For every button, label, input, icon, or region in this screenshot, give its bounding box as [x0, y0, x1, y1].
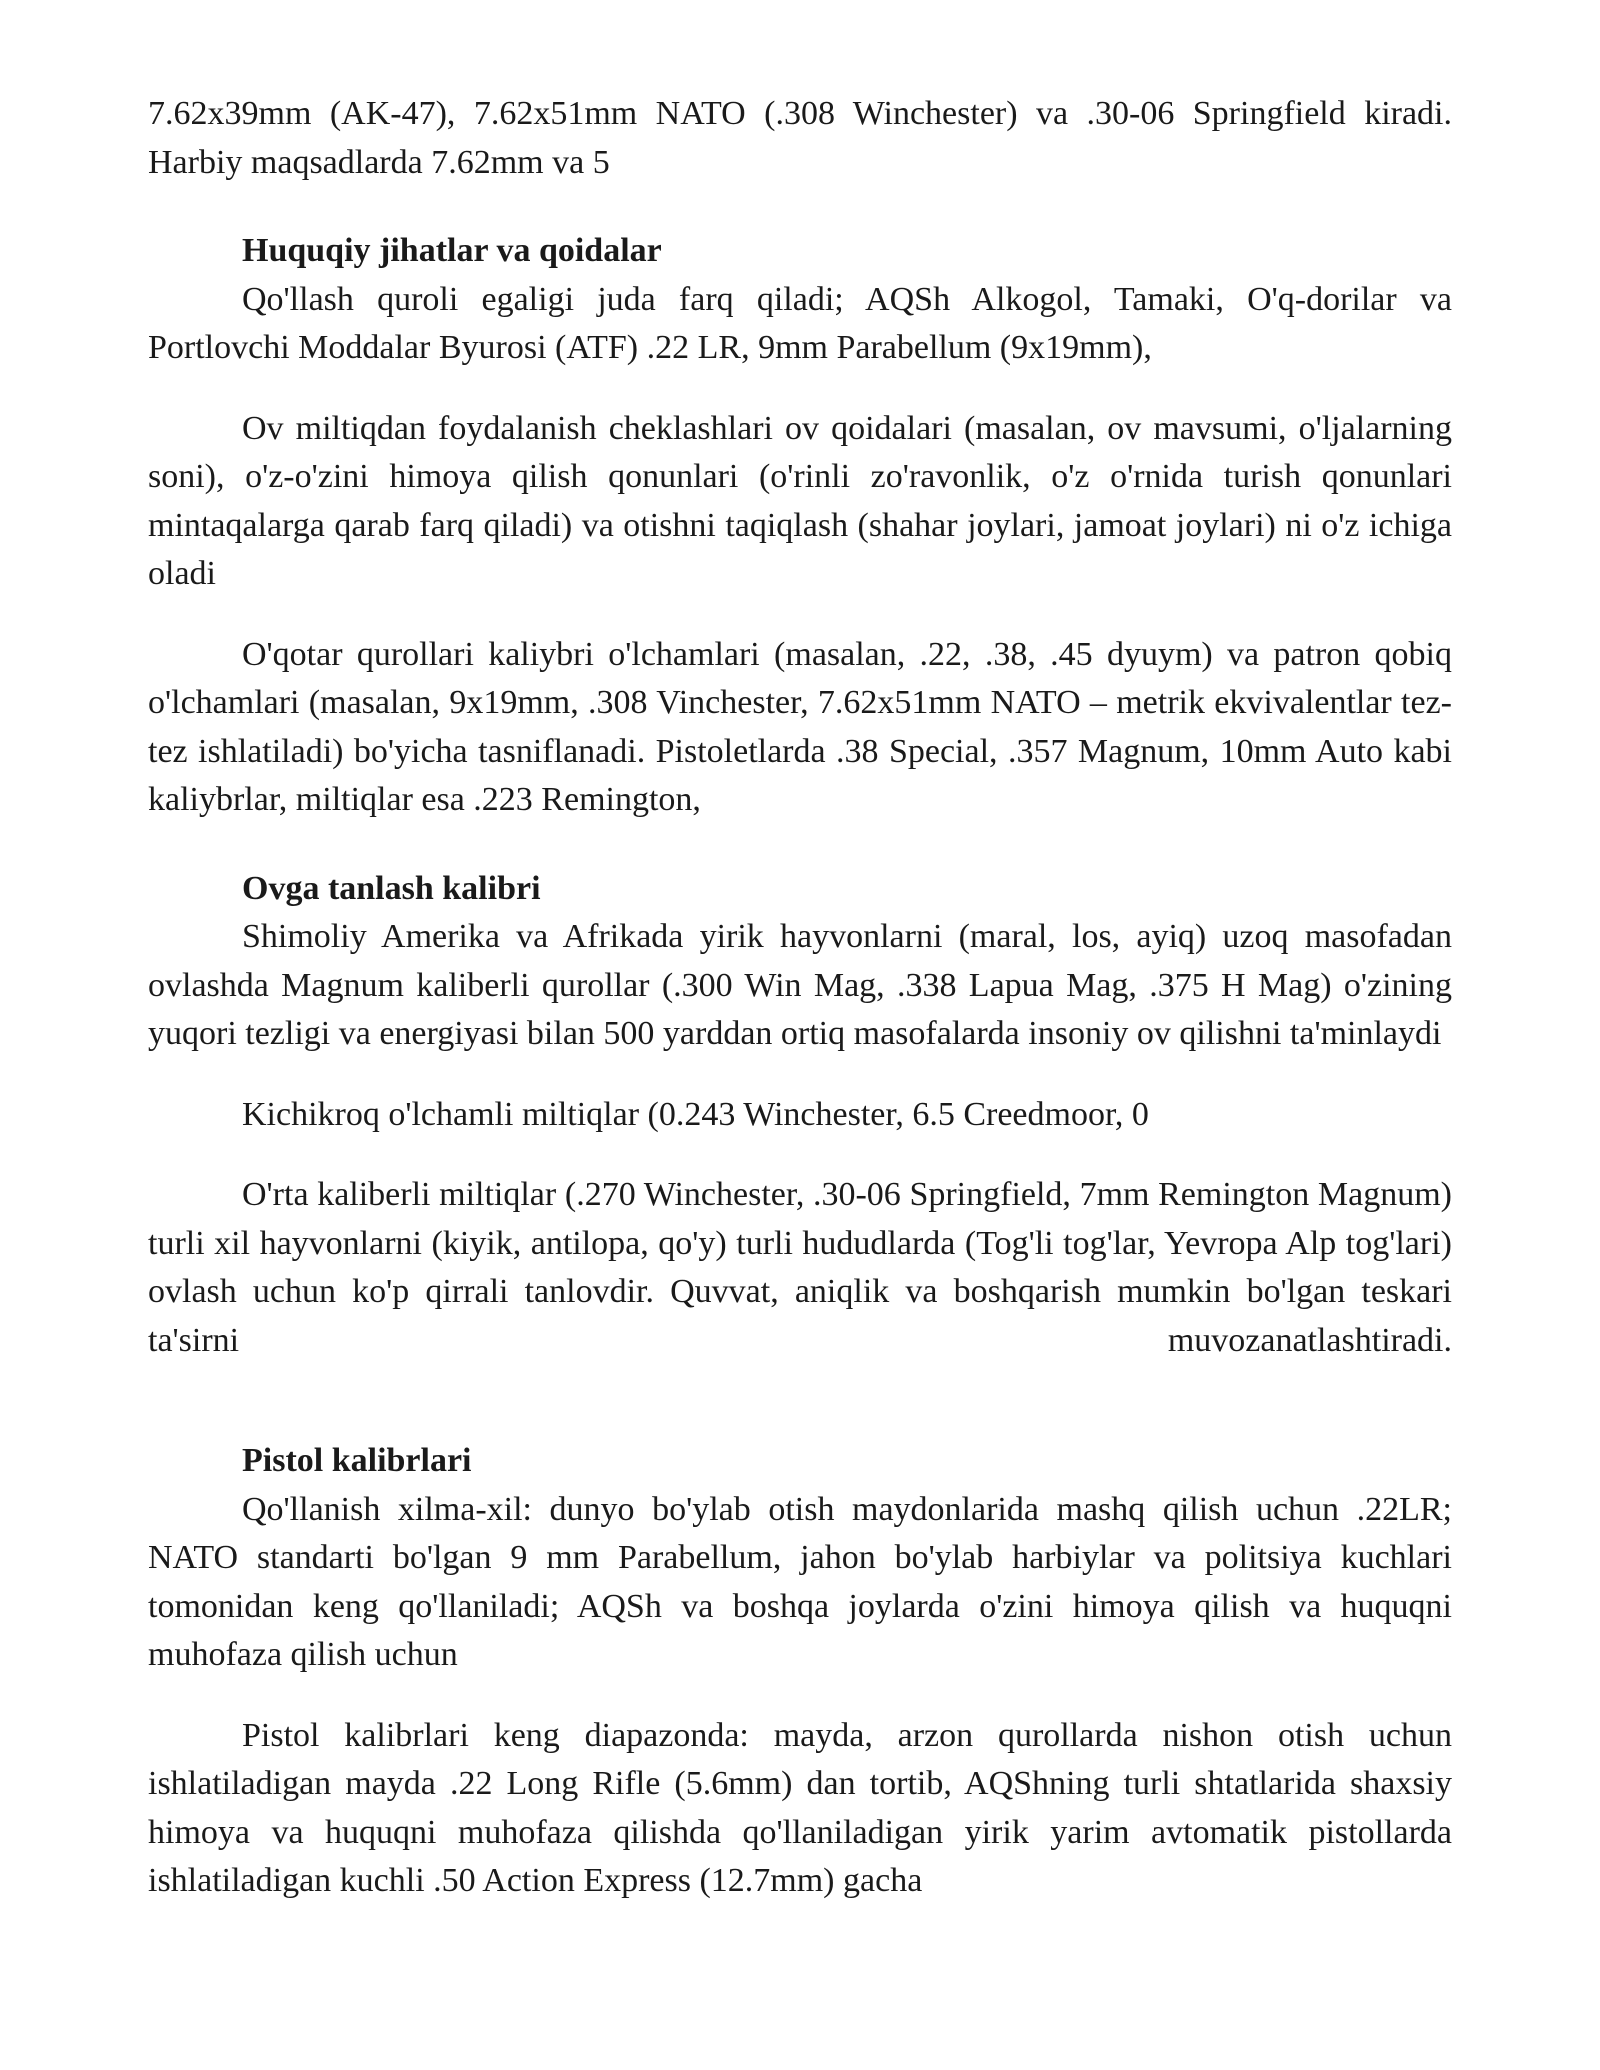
paragraph-legal-ownership: Qo'llash quroli egaligi juda farq qiladi; AQSh Alkogol, Tamaki, O'q-dorilar va Portlovchi Moddalar Byurosi (ATF) .22 LR, 9mm Parabellum (9x19mm),	[148, 280, 1452, 366]
paragraph-pistol-range: Pistol kalibrlari keng diapazonda: mayda, arzon qurollarda nishon otish uchun ishlatiladigan mayda .22 Long Rifle (5.6mm) dan tortib, AQShning turli shtatlarida shaxsiy himoya va huquqni muhofaza qilishda qo'llaniladigan yirik yarim avtomatik pistollarda ishlatiladigan kuchli .50 Action Express (12.7mm) gacha	[148, 1716, 1452, 1899]
heading-pistol-calibers: Pistol kalibrlari	[242, 1442, 472, 1479]
paragraph-intro: 7.62x39mm (AK-47), 7.62x51mm NATO (.308 Winchester) va .30-06 Springfield kiradi. Harbiy maqsadlarda 7.62mm va 5	[148, 95, 1452, 181]
paragraph-magnum-calibers: Shimoliy Amerika va Afrikada yirik hayvonlarni (maral, los, ayiq) uzoq masofadan ovlashda Magnum kaliberli qurollar (.300 Win Mag, .338 Lapua Mag, .375 H Mag) o'zining yuqori tezligi va energiyasi bilan 500 yarddan ortiq masofalarda insoniy ov qilishni ta'minlaydi	[148, 918, 1452, 1052]
heading-legal-aspects: Huquqiy jihatlar va qoidalar	[242, 232, 662, 269]
document-page	[148, 90, 1452, 1906]
paragraph-caliber-classification: O'qotar qurollari kaliybri o'lchamlari (masalan, .22, .38, .45 dyuym) va patron qobiq o'lchamlari (masalan, 9x19mm, .308 Vinchester, 7.62x51mm NATO – metrik ekvivalentlar tez-tez ishlatiladi) bo'yicha tasniflanadi. Pistoletlarda .38 Special, .357 Magnum, 10mm Auto kabi kaliybrlar, miltiqlar esa .223 Remington,	[148, 635, 1452, 818]
paragraph-hunting-restrictions: Ov miltiqdan foydalanish cheklashlari ov qoidalari (masalan, ov mavsumi, o'ljalarning soni), o'z-o'zini himoya qilish qonunlari (o'rinli zo'ravonlik, o'z o'rnida turish qonunlari mintaqalarga qarab farq qiladi) va otishni taqiqlash (shahar joylari, jamoat joylari) ni o'z ichiga oladi	[148, 409, 1452, 592]
paragraph-small-calibers: Kichikroq o'lchamli miltiqlar (0.243 Winchester, 6.5 Creedmoor, 0	[242, 1095, 1149, 1133]
paragraph-pistol-usage: Qo'llanish xilma-xil: dunyo bo'ylab otish maydonlarida mashq qilish uchun .22LR; NATO standarti bo'lgan 9 mm Parabellum, jahon bo'ylab harbiylar va politsiya kuchlari tomonidan keng qo'llaniladi; AQSh va boshqa joylarda o'zini himoya qilish va huquqni muhofaza qilish uchun	[148, 1490, 1452, 1673]
heading-hunting-caliber: Ovga tanlash kalibri	[242, 869, 541, 907]
paragraph-medium-calibers: O'rta kaliberli miltiqlar (.270 Winchester, .30-06 Springfield, 7mm Remington Magnum) turli xil hayvonlarni (kiyik, antilopa, qo'y) turli hududlarda (Tog'li tog'lar, Yevropa Alp tog'lari) ovlash uchun ko'p qirrali tanlovdir. Quvvat, aniqlik va boshqarish mumkin bo'lgan teskari ta'sirni muvozanatlashtiradi.	[148, 1176, 1452, 1359]
